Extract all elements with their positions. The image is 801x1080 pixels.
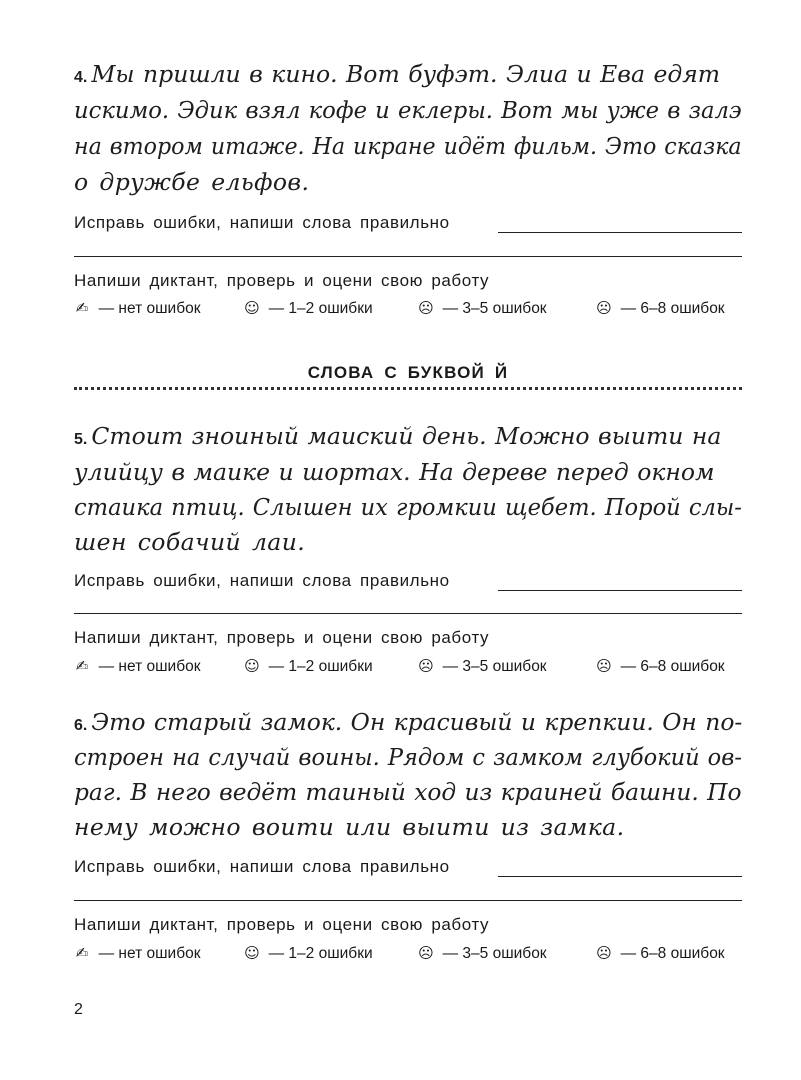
exercise-4-line-4: о дружбе ельфов. <box>74 168 310 196</box>
smiley-sad-icon: ☹ <box>596 657 612 675</box>
exercise-6-line-4: нему можно воити или выити из замка. <box>74 813 625 841</box>
dotted-divider <box>74 387 742 390</box>
fix-errors-label: Исправь ошибки, напиши слова правильно <box>74 213 450 232</box>
answer-line[interactable] <box>498 876 742 877</box>
answer-line[interactable] <box>74 613 742 614</box>
exercise-text: Это старый замок. Он красивый и крепкии. Он по- <box>91 708 743 736</box>
section-heading: СЛОВА С БУКВОЙ Й <box>307 363 509 382</box>
rating-item: ✍ — нет ошибок <box>75 299 201 317</box>
exercise-text: Стоит зноиный маиский день. Можно выити на <box>91 422 722 450</box>
smiley-neutral-icon: ☹ <box>418 944 434 962</box>
exercise-6-line-1 <box>74 708 742 736</box>
smiley-neutral-icon: ☹ <box>418 299 434 317</box>
smiley-sad-icon: ☹ <box>596 944 612 962</box>
smiley-sad-icon: ☹ <box>596 299 612 317</box>
exercise-text: Мы пришли в кино. Вот буфэт. Элиа и Ева едят <box>91 60 721 88</box>
rating-item: ☺ — 1–2 ошибки <box>244 657 373 675</box>
exercise-5-line-2: улийцу в маике и шортах. На дереве перед окном <box>74 458 715 486</box>
fix-errors-label: Исправь ошибки, напиши слова правильно <box>74 857 450 876</box>
exercise-4-line-1 <box>74 60 720 88</box>
rating-item: ☹ — 6–8 ошибок <box>596 944 725 962</box>
exercise-number: 4. <box>74 69 88 86</box>
rating-item: ☹ — 6–8 ошибок <box>596 299 725 317</box>
rating-item: ☺ — 1–2 ошибки <box>244 944 373 962</box>
rating-item: ☹ — 3–5 ошибок <box>418 299 547 317</box>
write-dictation-label: Напиши диктант, проверь и оцени свою работу <box>74 915 490 934</box>
exercise-number: 5. <box>74 431 88 448</box>
exercise-6-line-3: раг. В него ведёт таиный ход из краиней башни. По <box>74 778 742 806</box>
smiley-neutral-icon: ☹ <box>418 657 434 675</box>
answer-line[interactable] <box>74 900 742 901</box>
rating-item: ☹ — 3–5 ошибок <box>418 944 547 962</box>
rating-item: ✍ — нет ошибок <box>75 944 201 962</box>
exercise-5-line-3: стаика птиц. Слышен их громкии щебет. Порой слы- <box>74 493 742 521</box>
exercise-5-line-4: шен собачий лаи. <box>74 528 306 556</box>
smiley-happy-icon: ☺ <box>244 299 260 317</box>
rating-item: ☹ — 3–5 ошибок <box>418 657 547 675</box>
exercise-4-line-2: искимо. Эдик взял кофе и еклеры. Вот мы уже в залэ <box>74 96 742 124</box>
fix-errors-label: Исправь ошибки, напиши слова правильно <box>74 571 450 590</box>
smiley-happy-icon: ☺ <box>244 944 260 962</box>
rating-item: ✍ — нет ошибок <box>75 657 201 675</box>
hand-pointing-icon: ✍ <box>75 657 89 675</box>
page-number: 2 <box>74 1001 83 1018</box>
hand-pointing-icon: ✍ <box>75 944 89 962</box>
exercise-5-line-1 <box>74 422 721 450</box>
exercise-6-line-2: строен на случай воины. Рядом с замком глубокий ов- <box>74 743 742 771</box>
rating-item: ☺ — 1–2 ошибки <box>244 299 373 317</box>
rating-scale <box>74 299 201 318</box>
write-dictation-label: Напиши диктант, проверь и оцени свою работу <box>74 271 490 290</box>
hand-pointing-icon: ✍ <box>75 299 89 317</box>
write-dictation-label: Напиши диктант, проверь и оцени свою работу <box>74 628 490 647</box>
answer-line[interactable] <box>498 232 742 233</box>
smiley-happy-icon: ☺ <box>244 657 260 675</box>
answer-line[interactable] <box>74 256 742 257</box>
rating-item: ☹ — 6–8 ошибок <box>596 657 725 675</box>
answer-line[interactable] <box>498 590 742 591</box>
exercise-4-line-3: на втором итаже. На икране идёт фильм. Это сказка <box>74 132 742 160</box>
exercise-number: 6. <box>74 717 88 734</box>
